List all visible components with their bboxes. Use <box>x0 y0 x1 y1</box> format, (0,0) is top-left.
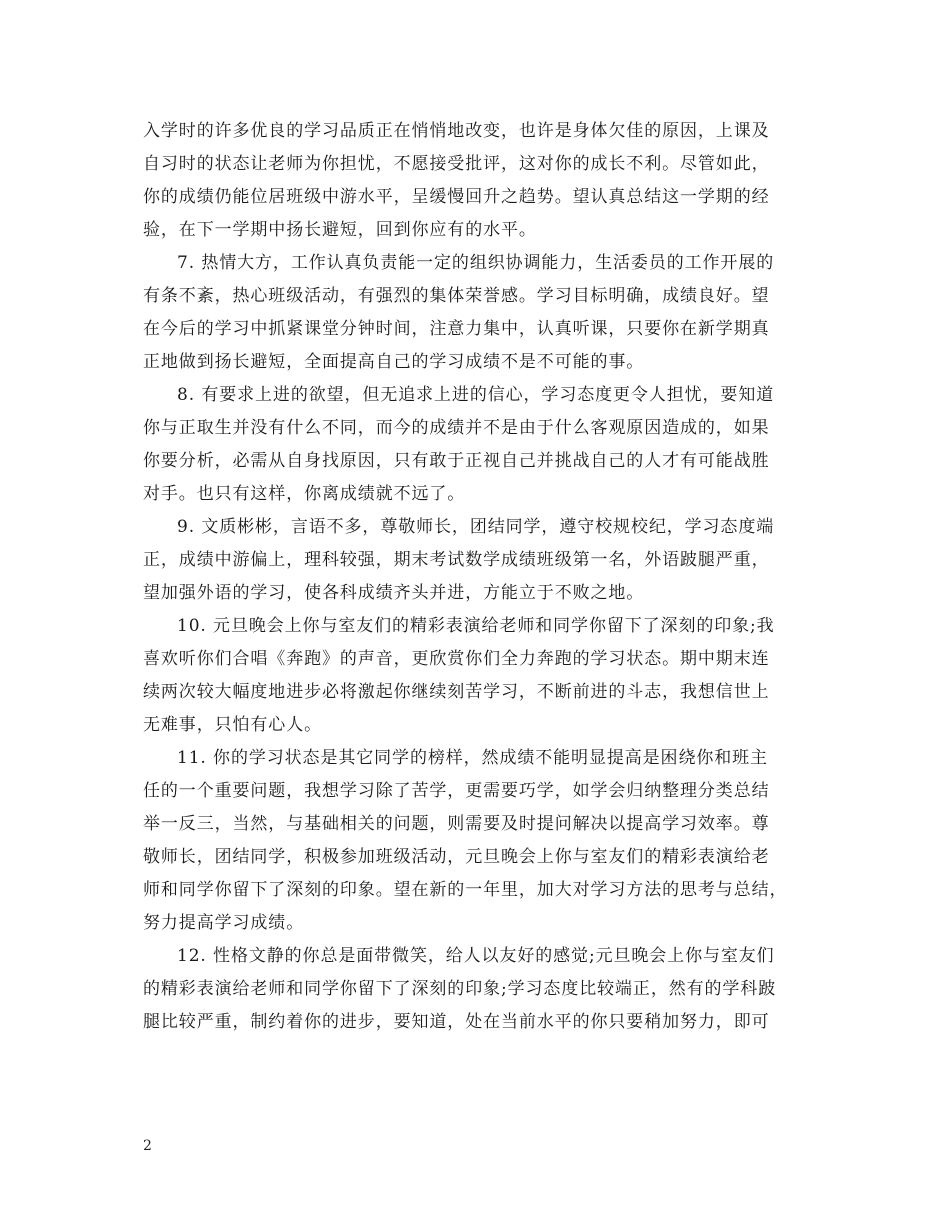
text-line: 望加强外语的学习，使各科成绩齐头并进，方能立于不败之地。 <box>143 583 645 603</box>
text-line: 续两次较大幅度地进步必将激起你继续刻苦学习，不断前进的斗志，我想信世上 <box>143 682 770 702</box>
text-line: 无难事，只怕有心人。 <box>143 715 322 735</box>
text-line: 努力提高学习成绩。 <box>143 913 305 933</box>
text-line: 你的成绩仍能位居班级中游水平，呈缓慢回升之趋势。望认真总结这一学期的经 <box>143 187 770 207</box>
text-line: 任的一个重要问题，我想学习除了苦学，更需要巧学，如学会归纳整理分类总结 <box>143 781 770 801</box>
text-line: 腿比较严重，制约着你的进步，要知道，处在当前水平的你只要稍加努力，即可 <box>143 1012 770 1032</box>
text-line: 举一反三，当然，与基础相关的问题，则需要及时提问解决以提高学习效率。尊 <box>143 814 770 834</box>
paragraph-11-start: 11. 你的学习状态是其它同学的榜样，然成绩不能明显提高是困绕你和班主 <box>177 748 768 768</box>
text-line: 对手。也只有这样，你离成绩就不远了。 <box>143 484 466 504</box>
text-line: 你要分析，必需从自身找原因，只有敢于正视自己并挑战自己的人才有可能战胜 <box>143 451 770 471</box>
paragraph-7-start: 7. 热情大方，工作认真负责能一定的组织协调能力，生活委员的工作开展的 <box>177 253 775 273</box>
paragraph-10-start: 10. 元旦晚会上你与室友们的精彩表演给老师和同学你留下了深刻的印象;我 <box>177 616 775 636</box>
text-line: 正地做到扬长避短，全面提高自己的学习成绩不是不可能的事。 <box>143 352 645 372</box>
text-line: 自习时的状态让老师为你担忧，不愿接受批评，这对你的成长不利。尽管如此， <box>143 154 770 174</box>
text-line: 你与正取生并没有什么不同，而今的成绩并不是由于什么客观原因造成的，如果 <box>143 418 770 438</box>
text-line: 喜欢听你们合唱《奔跑》的声音，更欣赏你们全力奔跑的学习状态。期中期末连 <box>143 649 770 669</box>
document-body <box>143 115 813 1039</box>
text-line: 师和同学你留下了深刻的印象。望在新的一年里，加大对学习方法的思考与总结， <box>143 880 788 900</box>
text-line: 验，在下一学期中扬长避短，回到你应有的水平。 <box>143 220 537 240</box>
text-line: 的精彩表演给老师和同学你留下了深刻的印象;学习态度比较端正，然有的学科跛 <box>143 979 777 999</box>
text-line: 敬师长，团结同学，积极参加班级活动，元旦晚会上你与室友们的精彩表演给老 <box>143 847 770 867</box>
text-line: 在今后的学习中抓紧课堂分钟时间，注意力集中，认真听课，只要你在新学期真 <box>143 319 770 339</box>
paragraph-12-start: 12. 性格文静的你总是面带微笑，给人以友好的感觉;元旦晚会上你与室友们 <box>177 946 775 966</box>
paragraph-9-start: 9. 文质彬彬，言语不多，尊敬师长，团结同学，遵守校规校纪，学习态度端 <box>177 517 775 537</box>
text-line: 正，成绩中游偏上，理科较强，期末考试数学成绩班级第一名，外语跛腿严重， <box>143 550 770 570</box>
text-line: 入学时的许多优良的学习品质正在悄悄地改变，也许是身体欠佳的原因，上课及 <box>143 121 770 141</box>
text-line: 有条不紊，热心班级活动，有强烈的集体荣誉感。学习目标明确，成绩良好。望 <box>143 286 770 306</box>
page-number: 2 <box>143 1138 152 1154</box>
paragraph-8-start: 8. 有要求上进的欲望，但无追求上进的信心，学习态度更令人担忧，要知道 <box>177 385 775 405</box>
